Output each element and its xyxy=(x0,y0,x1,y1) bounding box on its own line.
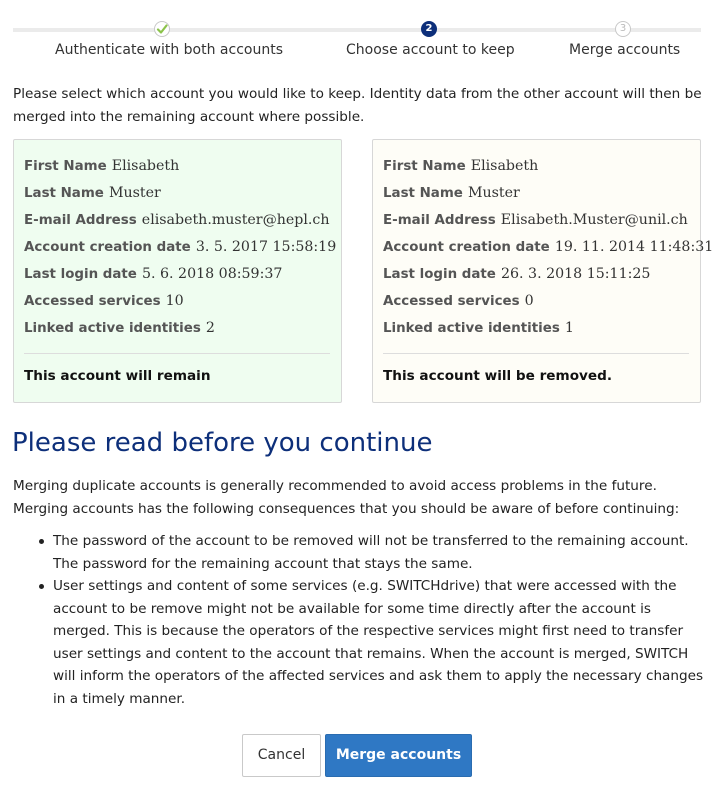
field-label: Linked active identities xyxy=(383,321,560,336)
field-label: First Name xyxy=(383,159,466,174)
consequences-list xyxy=(13,530,705,710)
field-label: Account creation date xyxy=(383,240,550,255)
merge-accounts-button[interactable]: Merge accounts xyxy=(325,734,472,777)
field-value: 2 xyxy=(205,320,215,336)
field-value: 0 xyxy=(524,293,534,309)
field-last-login xyxy=(383,260,689,287)
field-value: 5. 6. 2018 08:59:37 xyxy=(141,266,283,282)
field-label: Last Name xyxy=(383,186,463,201)
field-label: Accessed services xyxy=(24,294,161,309)
field-label: E-mail Address xyxy=(24,213,137,228)
step-number-marker: 2 xyxy=(421,21,437,37)
field-email xyxy=(24,206,330,233)
field-last-name xyxy=(383,179,689,206)
field-value: 1 xyxy=(564,320,574,336)
field-label: Linked active identities xyxy=(24,321,201,336)
field-last-name xyxy=(24,179,330,206)
notice-text: Merging duplicate accounts is generally recommended to avoid access problems in the future. Merging accounts has the following consequences that you should be aware of before continuing: xyxy=(13,478,680,517)
check-icon xyxy=(156,23,168,35)
bullet-dot xyxy=(39,584,44,589)
field-last-login xyxy=(24,260,330,287)
field-first-name xyxy=(383,152,689,179)
field-value: Elisabeth xyxy=(111,158,180,174)
field-label: Last login date xyxy=(383,267,496,282)
progress-stepper xyxy=(13,18,701,68)
field-label: Account creation date xyxy=(24,240,191,255)
field-value: Muster xyxy=(108,185,161,201)
step-number-marker: 3 xyxy=(615,21,631,37)
field-accessed-services xyxy=(383,287,689,314)
step-label: Authenticate with both accounts xyxy=(55,42,283,58)
bullet-dot xyxy=(39,539,44,544)
field-first-name xyxy=(24,152,330,179)
account-card-keep[interactable] xyxy=(13,139,342,403)
field-value: 10 xyxy=(165,293,184,309)
notice-heading: Please read before you continue xyxy=(12,428,433,458)
field-label: Last Name xyxy=(24,186,104,201)
field-accessed-services xyxy=(24,287,330,314)
step-label: Choose account to keep xyxy=(346,42,515,58)
field-value: 3. 5. 2017 15:58:19 xyxy=(195,239,337,255)
field-value: Elisabeth.Muster@unil.ch xyxy=(500,212,688,228)
field-linked-identities xyxy=(383,314,689,341)
account-card-remove[interactable] xyxy=(372,139,714,403)
list-item xyxy=(13,530,705,575)
list-item-text: User settings and content of some services (e.g. SWITCHdrive) that were accessed with the account to be remove might not be available for some time directly after the account is merged. This is because the operators of the respective services might first need to transfer user settings and content to the account that remains. When the account is merged, SWITCH will inform the operators of the affected services and ask them to apply the necessary changes in a timely manner. xyxy=(53,578,704,707)
list-item-text: The password of the account to be removed will not be transferred to the remaining account. The password for the remaining account that stays the same. xyxy=(53,533,689,572)
card-divider xyxy=(383,353,689,354)
field-value: 26. 3. 2018 15:11:25 xyxy=(500,266,651,282)
field-creation-date xyxy=(24,233,337,260)
cancel-button[interactable]: Cancel xyxy=(242,734,321,777)
field-value: 19. 11. 2014 11:48:31 xyxy=(554,239,714,255)
field-label: Accessed services xyxy=(383,294,520,309)
account-status: This account will be removed. xyxy=(383,368,613,384)
intro-text: Please select which account you would like to keep. Identity data from the other account will then be merged into the remaining account where possible. xyxy=(13,86,702,125)
field-label: Last login date xyxy=(24,267,137,282)
list-item xyxy=(13,575,705,710)
field-label: First Name xyxy=(24,159,107,174)
field-value: Muster xyxy=(467,185,520,201)
field-value: Elisabeth xyxy=(470,158,539,174)
field-label: E-mail Address xyxy=(383,213,496,228)
field-creation-date xyxy=(383,233,714,260)
field-email xyxy=(383,206,689,233)
step-done-marker xyxy=(154,21,170,37)
stepper-track xyxy=(13,28,701,32)
field-linked-identities xyxy=(24,314,330,341)
step-label: Merge accounts xyxy=(569,42,681,58)
account-status: This account will remain xyxy=(24,368,211,384)
card-divider xyxy=(24,353,330,354)
field-value: elisabeth.muster@hepl.ch xyxy=(141,212,330,228)
